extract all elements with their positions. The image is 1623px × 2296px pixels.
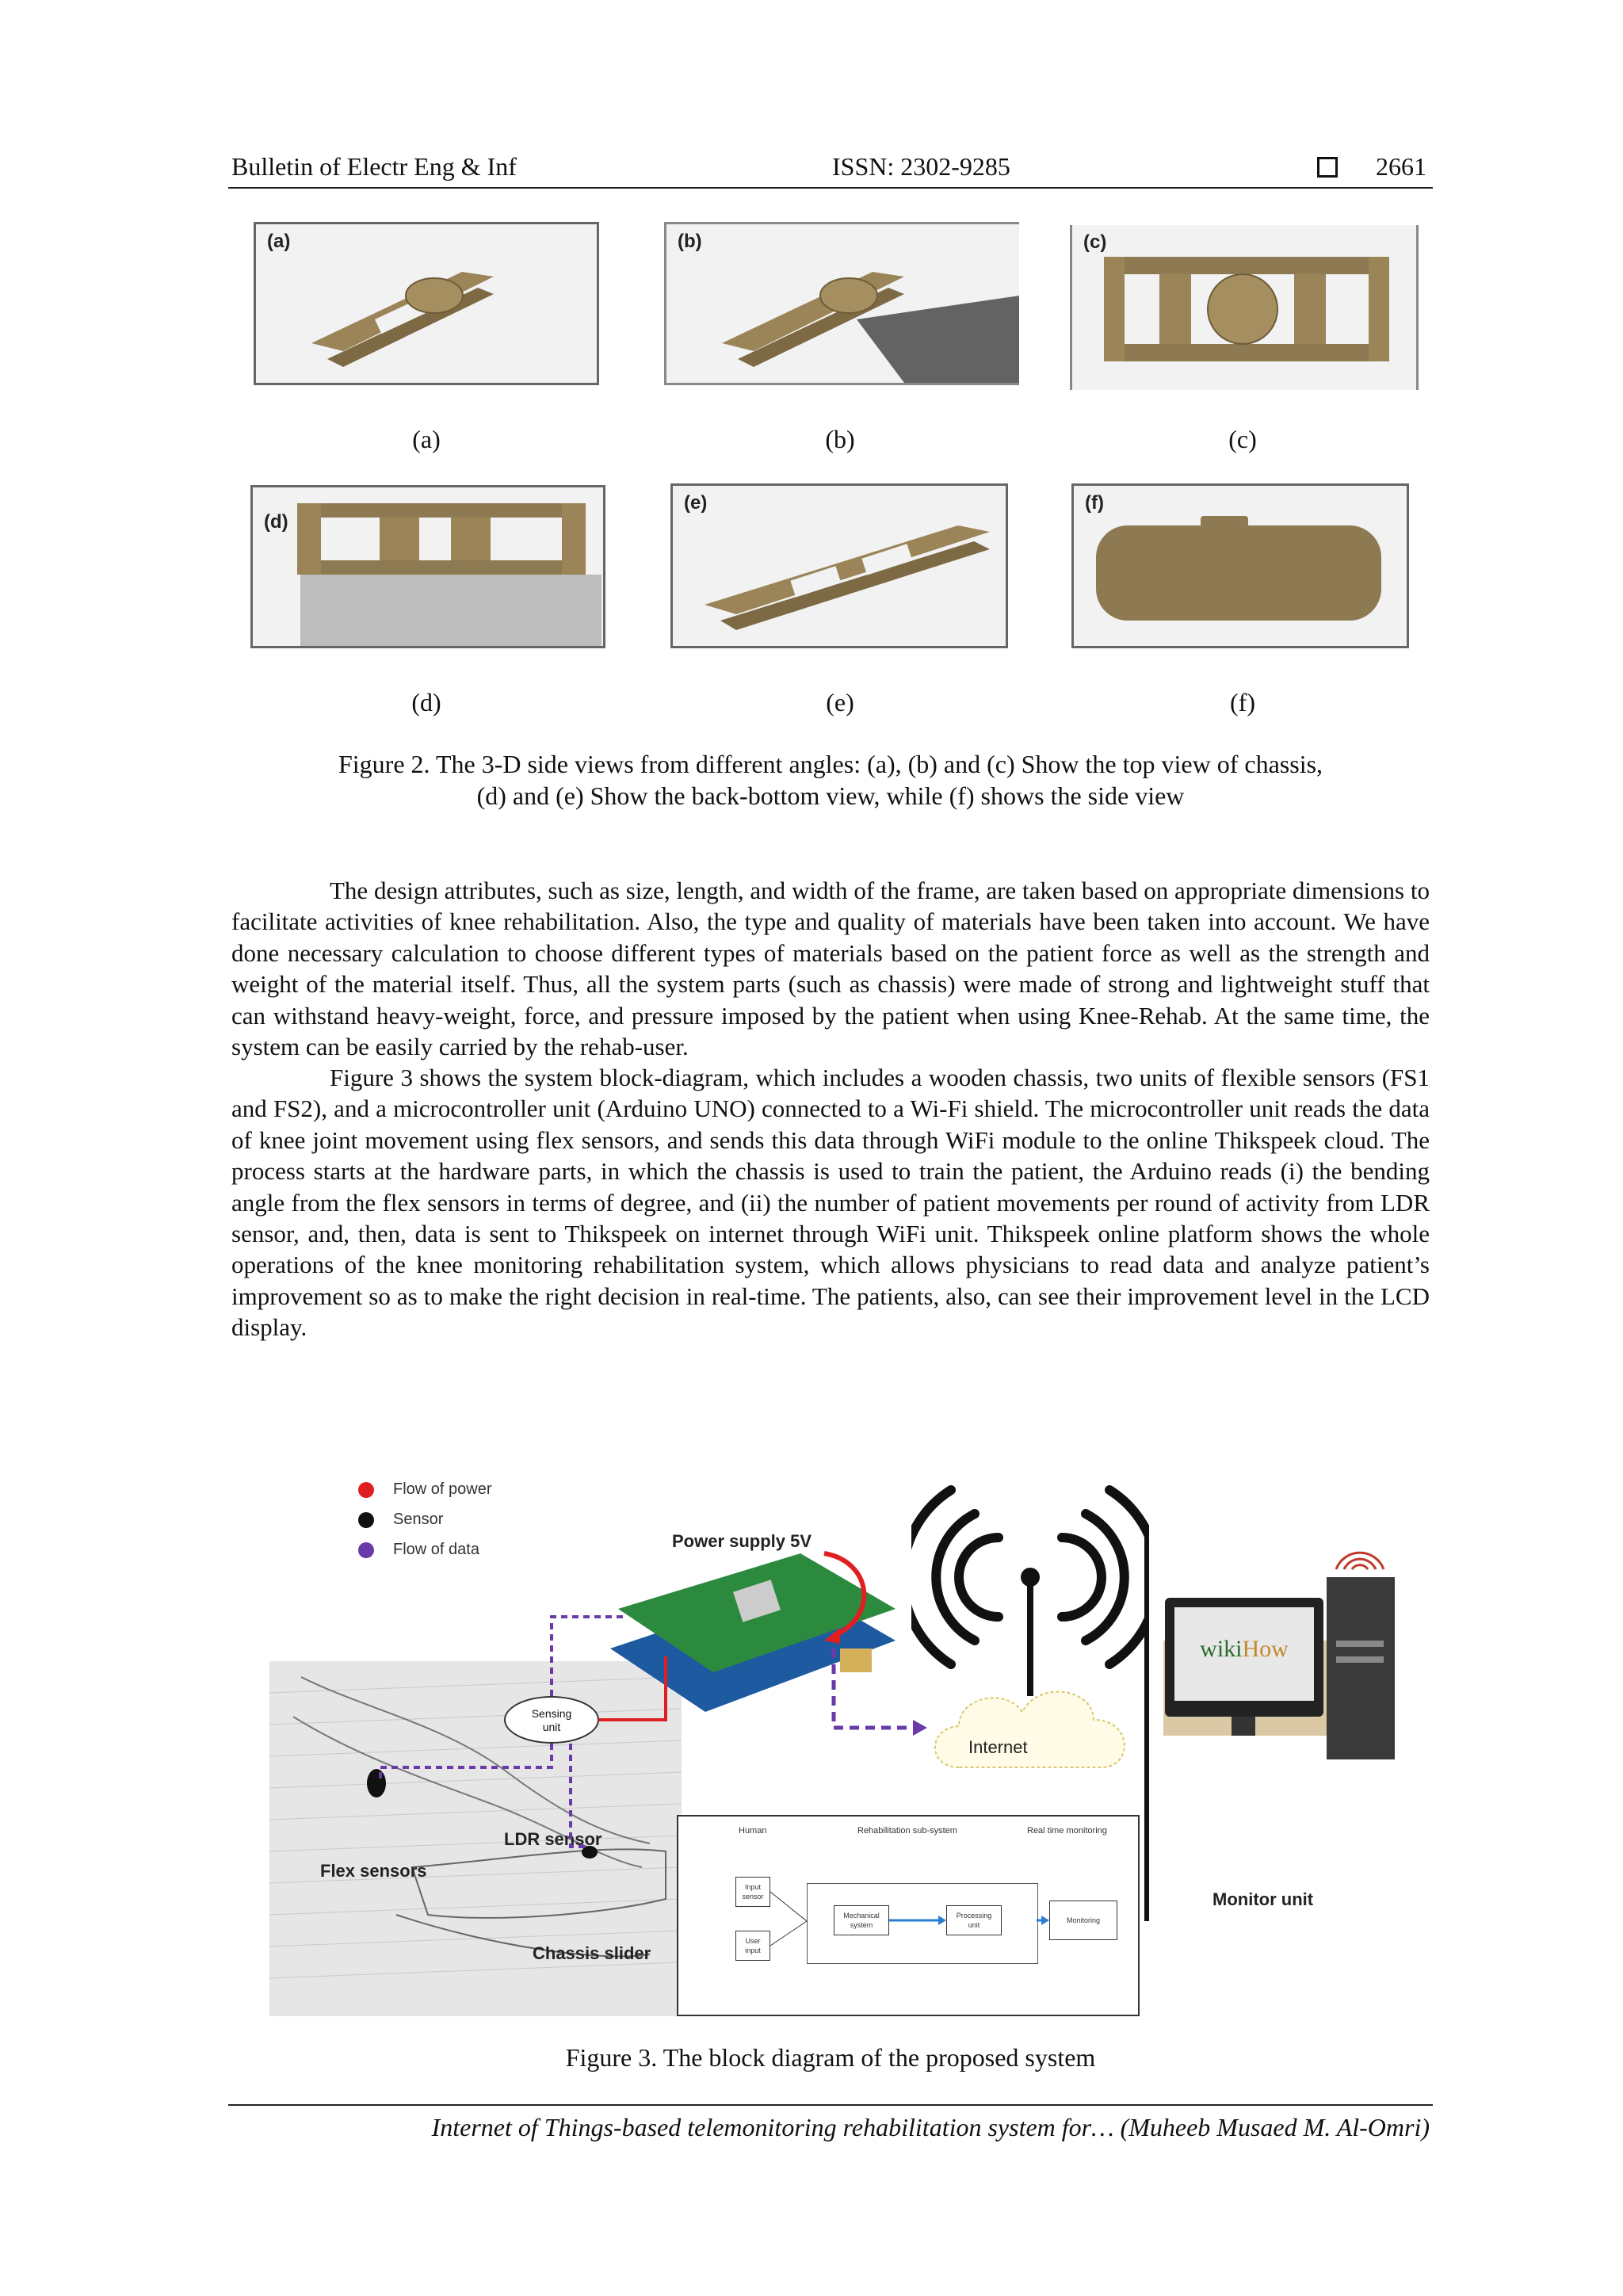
internet-cloud-icon	[919, 1672, 1141, 1791]
panel-label-d: (d)	[411, 688, 441, 716]
monitor-stand	[1232, 1717, 1255, 1736]
panel-label-e: (e)	[826, 688, 854, 716]
legend-flow-of-power: Flow of power	[393, 1480, 492, 1498]
figure-2-panel-f	[1071, 483, 1409, 648]
ldr-sensor-label: LDR sensor	[504, 1829, 602, 1849]
monitor-screen	[1165, 1598, 1323, 1717]
inset-arrows	[678, 1817, 1138, 2015]
figure-2-panel-c	[1070, 225, 1419, 390]
panel-label-b: (b)	[825, 425, 855, 453]
screen-brand-how: How	[1242, 1636, 1289, 1662]
inset-processing-label-1: Processing	[956, 1912, 992, 1920]
inset-mechanical-label-2: system	[850, 1921, 873, 1929]
legend-sensor: Sensor	[393, 1511, 444, 1528]
inset-monitoring: Monitoring	[1049, 1901, 1117, 1940]
sensing-unit-label-1: Sensing	[531, 1707, 572, 1720]
chassis-top-view-image	[1072, 225, 1416, 390]
chassis-side-view-image	[1074, 486, 1407, 644]
divider	[1144, 1534, 1149, 1921]
body-paragraph-1: The design attributes, such as size, length, and width of the frame, are taken based on appropriate dimensions to facilitate activities of knee rehabilitation. Also, the type and quality of materials have been taken into account. We have done necessary calculation to choose different types of materials based on the patient force as well as the strength and weight of the material itself. Thus, all the system parts (such as chassis) were made of strong and lightweight stuff that can withstand heavy-weight, force, and pressure imposed by the patient when using Knee-Rehab. At the same time, the system can be easily carried by the rehab-user.	[231, 877, 1430, 1061]
inset-user-input-label-2: input	[745, 1946, 761, 1954]
figure-2-panel-e	[670, 483, 1008, 648]
inset-col-realtime: Real time monitoring	[1027, 1826, 1107, 1836]
journal-title: Bulletin of Electr Eng & Inf	[231, 152, 517, 181]
inset-user-input-label-1: User	[745, 1937, 761, 1945]
chassis-top-view-image	[666, 224, 1019, 383]
inset-input-sensor-label-1: Input	[744, 1883, 762, 1891]
header-rule	[228, 187, 1433, 189]
figure-2-panel-d	[250, 485, 605, 648]
inset-block-diagram	[677, 1815, 1140, 2016]
inset-input-sensor-label-2: sensor	[742, 1893, 764, 1901]
inset-mechanical-label-1: Mechanical	[843, 1912, 880, 1920]
panel-tag: (f)	[1085, 492, 1104, 514]
computer-tower	[1327, 1577, 1395, 1759]
inset-col-human: Human	[739, 1826, 767, 1836]
wifi-signal-icon	[911, 1482, 1149, 1696]
flex-sensors-label: Flex sensors	[320, 1861, 427, 1881]
panel-tag: (e)	[684, 492, 708, 514]
panel-tag: (d)	[264, 511, 288, 533]
chassis-back-bottom-view-image	[253, 487, 603, 646]
power-supply-label: Power supply 5V	[672, 1531, 812, 1551]
legend-flow-of-data: Flow of data	[393, 1541, 479, 1558]
panel-tag: (a)	[267, 231, 291, 252]
figure-2-caption-line-2: (d) and (e) Show the back-bottom view, while (f) shows the side view	[476, 781, 1185, 810]
running-footer: Internet of Things-based telemonitoring rehabilitation system for… (Muheeb Musaed M. Al-Omri)	[431, 2113, 1430, 2141]
footer-rule	[228, 2104, 1433, 2106]
chassis-back-bottom-view-image	[673, 486, 1006, 644]
chassis-slider-label: Chassis slider	[533, 1943, 651, 1963]
panel-label-c: (c)	[1228, 425, 1257, 453]
chassis-top-view-image	[256, 224, 597, 383]
inset-processing-label-2: unit	[968, 1921, 980, 1929]
figure-2-panel-a	[254, 222, 599, 385]
panel-label-f: (f)	[1230, 688, 1255, 716]
panel-tag: (b)	[678, 231, 702, 252]
square-bullet-icon	[1317, 157, 1338, 178]
screen-brand-wiki: wiki	[1200, 1636, 1243, 1662]
internet-label: Internet	[968, 1737, 1028, 1757]
monitor-unit-label: Monitor unit	[1212, 1889, 1314, 1909]
figure-2-caption-line-1: Figure 2. The 3-D side views from different angles: (a), (b) and (c) Show the top view of chassis,	[338, 750, 1323, 778]
panel-tag: (c)	[1083, 231, 1107, 253]
panel-label-a: (a)	[412, 425, 441, 453]
inset-col-rehab: Rehabilitation sub-system	[857, 1826, 957, 1836]
page-number: 2661	[1376, 152, 1426, 181]
issn: ISSN: 2302-9285	[832, 152, 1010, 181]
body-paragraph-2: Figure 3 shows the system block-diagram, which includes a wooden chassis, two units of flexible sensors (FS1 and FS2), and a microcontroller unit (Arduino UNO) connected to a Wi-Fi shield. The microcontroller unit reads the data of knee joint movement using flex sensors, and sends this data through WiFi module to the online Thikspeek cloud. The process starts at the hardware parts, in which the chassis is used to train the patient, the Arduino reads (i) the bending angle from the flex sensors in terms of degree, and (ii) the number of patient movements per round of activity from LDR sensor, and, then, data is sent to Thikspeek on internet through WiFi unit. Thikspeek online platform shows the whole operations of the knee monitoring rehabilitation system, which allows physicians to read data and analyze patient’s improvement so as to make the right decision in real-time. The patients, also, can see their improvement level in the LCD display.	[231, 1064, 1430, 1342]
figure-3-caption: Figure 3. The block diagram of the proposed system	[565, 2043, 1096, 2072]
tower-signal-icon	[1320, 1538, 1400, 1577]
figure-2-panel-b	[664, 222, 1019, 385]
sensing-unit-label-2: unit	[542, 1721, 561, 1733]
figure-3-block-diagram	[269, 1458, 1395, 2029]
